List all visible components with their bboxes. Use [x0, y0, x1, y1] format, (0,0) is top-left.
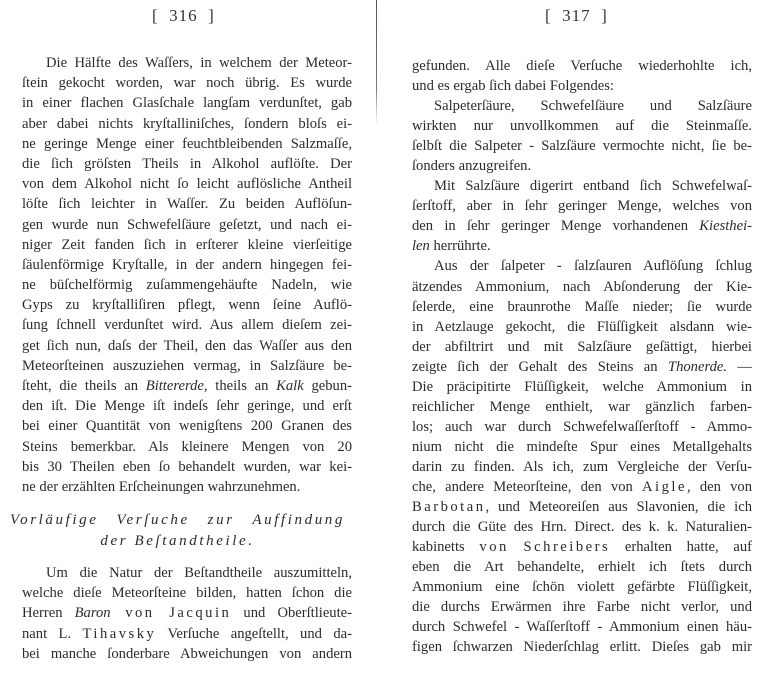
text-line: Gyps zu kryſtalliſiren pflegt, wenn ſeine Auflö- — [22, 297, 352, 314]
text-line: bis 30 Theilen eben ſo behandelt wurden, war kei- — [22, 458, 352, 475]
text-line: der abfiltrirt und mit Salzſäure geſättigt, hierbei — [412, 338, 752, 355]
text-line: bei einer Quantität von wenigſtens 200 Granen des — [22, 418, 352, 435]
text-line: durch Schwefel - Waſſerſtoff - Ammonium einen häu- — [412, 619, 752, 636]
text-run: erhalten hatte, auf — [610, 539, 752, 556]
heading-line: Vorläufige Verſuche zur Auffindung — [10, 512, 345, 528]
left-page — [0, 0, 376, 700]
text-line: ätzendes Ammonium, nach Abſonderung der Kie- — [412, 278, 752, 295]
text-line: gefunden. Alle dieſe Verſuche wiederhohlte ich, — [412, 58, 752, 74]
text-line: get ſich nun, daſs der Theil, den das Waſſer aus den — [22, 337, 352, 354]
text-run: kabinetts — [412, 539, 480, 556]
italic-term: len — [412, 238, 430, 255]
heading-line: der Beſtandtheile. — [100, 533, 255, 549]
spaced-name: von Jacquin — [110, 605, 232, 622]
page-number: [ 317 ] — [545, 6, 608, 25]
text-run: , theils an — [203, 378, 277, 394]
section-heading — [10, 510, 345, 552]
spaced-name: Schreibers — [523, 539, 611, 556]
text-line: durch die Güte des Hrn. Direct. des k. k. Naturalien- — [412, 519, 752, 536]
text-run: gebun- — [303, 378, 352, 394]
text-run: Verſuche angeſtellt, und da- — [156, 625, 352, 642]
text-run: herrührte. — [429, 238, 491, 255]
text-line: reichlicher Menge enthielt, war gänzlich farben- — [412, 398, 752, 415]
text-line: in einer flachen Glasſchale langſam verdunſtet, gab — [22, 95, 352, 112]
text-line: bei manche ſonderbare Abweichungen von andern — [22, 645, 352, 662]
paragraph — [22, 53, 352, 497]
text-line: Salpeterſäure, Schwefelſäure und Salzſäure — [434, 98, 752, 115]
spaced-name: Tihavsky — [82, 625, 157, 642]
text-line — [22, 376, 352, 396]
right-page — [380, 0, 765, 700]
text-line: ſerſtoff, aber in ſehr geringer Menge, welches von — [412, 198, 752, 215]
text-line: ſelerde, eine braunrothe Maſſe nieder; ſie wurde — [412, 298, 752, 315]
text-line: darin zu finden. Als ich, zum Vergleiche der Verſu- — [412, 458, 752, 475]
text-line — [22, 603, 352, 623]
text-line: Aus der ſalpeter - ſalzſauren Auflöſung ſchlug — [434, 258, 752, 275]
text-run: zeigte ſich der Gehalt des Steins an — [412, 358, 668, 375]
italic-term: Thonerde. — [667, 358, 727, 375]
text-line: von dem Alkohol nicht ſo leicht auflösliche Antheil — [22, 176, 352, 193]
text-line — [412, 537, 752, 557]
text-line: löſte ſich leichter in Waſſer. Zu beiden Auflöſun- — [22, 196, 352, 213]
page-number: [ 316 ] — [152, 6, 215, 25]
text-run: Herren — [22, 605, 75, 622]
text-line — [412, 357, 752, 377]
text-line: welche dieſe Meteorſteine bilden, hatten ſchon die — [22, 585, 352, 602]
text-line: Die präcipitirte Flüſſigkeit, welche Ammonium in — [412, 378, 752, 395]
text-line: niger Zeit fanden ſich in erſterer kleine vierſeitige — [22, 236, 352, 253]
spaced-name: von — [479, 539, 509, 556]
text-line: Die Hälfte des Waſſers, in welchem der Meteor- — [46, 55, 352, 71]
text-run: den in ſehr geringer Menge vorhandenen — [412, 218, 700, 235]
text-line: gen wurde nun Schwefelſäure geſetzt, und nach ei- — [22, 216, 352, 233]
text-line: Ammonium eine ſchön violett gefärbte Flüſſigkeit, — [412, 579, 752, 596]
spaced-name: Barbotan — [412, 499, 486, 516]
text-run: und Oberſtlieute- — [231, 605, 352, 622]
text-run: , den von — [686, 478, 752, 495]
text-line: wirkten nur unvollkommen auf die Steinmaſſe. — [412, 118, 752, 135]
text-line: ne geringe Menge einer feuchtbleibenden Salzmaſſe, — [22, 135, 352, 152]
italic-term: Baron — [74, 605, 111, 622]
text-line — [412, 236, 752, 256]
text-line: den iſt. Die Menge iſt indeſs ſehr geringe, und erſt — [22, 398, 352, 415]
paragraph — [22, 563, 352, 664]
text-line: Meteorſteinen auszuziehen vermag, in Salzſäure be- — [22, 357, 352, 374]
text-run — [509, 539, 524, 555]
text-run: ſteht, die theils an — [22, 378, 146, 394]
text-line — [22, 624, 352, 644]
spaced-name: Aigle — [642, 478, 687, 495]
italic-term: Kiesthei- — [699, 218, 752, 235]
text-line: ſung ſchnell verdunſtet wird. Aus allem dieſem zei- — [22, 317, 352, 334]
text-line: nium nicht die mindeſte Spur eines Metallgehalts — [412, 438, 752, 455]
text-line — [412, 477, 752, 497]
text-line: Steins bemerkbar. Als kleinere Mengen von 20 — [22, 438, 352, 455]
text-line: ſtein gekocht worden, war noch übrig. Es wurde — [22, 75, 352, 92]
paragraph — [412, 56, 752, 657]
text-line: ſelbſt die Salpeter - Salzſäure vermochte nicht, ſie be- — [412, 138, 752, 155]
text-line: und es ergab ſich dabei Folgendes: — [412, 78, 614, 95]
text-line: in Aetzlauge gekocht, die Flüſſigkeit alsdann wie- — [412, 318, 752, 335]
text-run: nant L. — [22, 625, 83, 642]
text-run: , und Meteoreiſen aus Slavonien, die ich — [485, 499, 752, 516]
text-line: eben die Art behandelte, erhielt ich ſtets durch — [412, 559, 752, 576]
page-divider — [376, 0, 377, 125]
text-line: figen ſchwarzen Niederſchlag erlitt. Dieſes gab mir — [412, 639, 752, 656]
text-run: — — [727, 358, 752, 375]
text-line: Mit Salzſäure digerirt entband ſich Schwefelwaſ- — [434, 178, 752, 195]
italic-term: Bittererde — [145, 378, 204, 394]
text-line: ne der erzählten Erſcheinungen wahrzunehmen. — [22, 478, 301, 495]
text-line: Um die Natur der Beſtandtheile auszumitteln, — [46, 565, 352, 581]
text-run: che, andere Meteorſteine, den von — [412, 478, 643, 495]
text-line: ſäulenförmige Kryſtalle, in der andern hingegen fei- — [22, 256, 352, 273]
text-line: die ſich gröſsten Theils in Alkohol auflöſte. Der — [22, 155, 352, 172]
text-line: aber dabei nichts kryſtalliniſches, ſondern bloſs ei- — [22, 115, 352, 132]
italic-term: Kalk — [276, 378, 304, 394]
text-line: ne büſchelförmig zuſammengehäufte Nadeln, wie — [22, 277, 352, 294]
text-line — [412, 216, 752, 236]
text-line: ſonders anzugreifen. — [412, 158, 532, 175]
text-line — [412, 497, 752, 517]
text-line: die durchs Erwärmen ihre Farbe nicht verlor, und — [412, 599, 752, 616]
text-line: los; auch war durch Schwefelwaſſerſtoff - Ammo- — [412, 418, 752, 435]
